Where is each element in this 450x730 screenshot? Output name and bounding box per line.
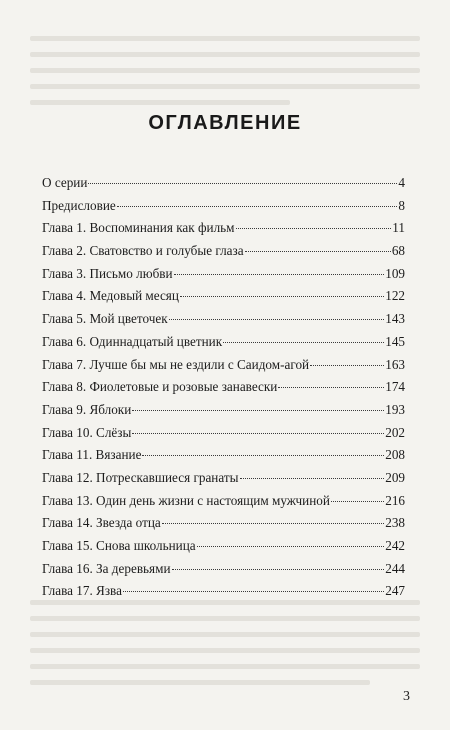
show-through-line: [30, 648, 420, 653]
toc-entry-page: 4: [398, 175, 405, 190]
toc-entry: [42, 580, 405, 603]
toc-entry-title: Глава 7. Лучше бы мы не ездили с Саидом-агой: [42, 356, 310, 372]
toc-dot-leader: [132, 433, 384, 434]
toc-entry-page: 244: [385, 560, 405, 576]
toc-dot-leader: [236, 228, 392, 229]
toc-entry-page: 208: [385, 447, 405, 463]
toc-entry: [42, 535, 405, 558]
show-through-line: [30, 100, 290, 105]
page-title: ОГЛАВЛЕНИЕ: [148, 112, 302, 134]
toc-entry-page: 247: [385, 583, 405, 599]
toc-entry-title: Глава 8. Фиолетовые и розовые занавески: [42, 379, 278, 395]
toc-dot-leader: [174, 274, 385, 275]
toc-entry-title: Глава 10. Слёзы: [42, 424, 132, 440]
toc-entry-title: Глава 2. Сватовство и голубые глаза: [42, 243, 244, 259]
toc-entry-title: Глава 4. Медовый месяц: [42, 288, 179, 304]
toc-dot-leader: [197, 546, 385, 547]
toc-entry: [42, 308, 405, 331]
toc-entry-page: 174: [385, 379, 405, 395]
toc-dot-leader: [331, 501, 384, 502]
toc-entry: [42, 285, 405, 308]
toc-entry-title: О серии: [42, 175, 88, 190]
toc-entry: [42, 331, 405, 354]
toc-dot-leader: [162, 523, 384, 524]
toc-entry: [42, 490, 405, 513]
toc-entry-page: 238: [385, 515, 405, 531]
toc-entry: [42, 172, 405, 195]
toc-dot-leader: [310, 365, 384, 366]
toc-entry-page: 143: [385, 311, 405, 327]
show-through-line: [30, 36, 420, 41]
toc-entry-title: Глава 11. Вязание: [42, 447, 142, 463]
toc-entry: [42, 376, 405, 399]
toc-entry-page: 242: [385, 538, 405, 553]
toc-entry: [42, 558, 405, 581]
toc-entry-title: Глава 17. Язва: [42, 583, 122, 599]
toc-dot-leader: [88, 183, 397, 184]
toc-dot-leader: [240, 478, 385, 479]
toc-dot-leader: [180, 296, 384, 297]
page-number: 3: [403, 689, 410, 704]
toc-entry-title: Глава 9. Яблоки: [42, 401, 132, 417]
toc-dot-leader: [278, 387, 384, 388]
toc-entry-title: Глава 5. Мой цветочек: [42, 311, 168, 327]
toc-entry: [42, 240, 405, 263]
show-through-line: [30, 664, 420, 669]
toc-entry: [42, 195, 405, 218]
toc-entry-page: 145: [385, 333, 405, 349]
toc-entry-page: 68: [391, 243, 405, 259]
toc-dot-leader: [142, 455, 384, 456]
toc-entry-title: Глава 3. Письмо любви: [42, 265, 173, 281]
toc-entry: [42, 399, 405, 422]
show-through-line: [30, 680, 370, 685]
toc-entry: [42, 467, 405, 490]
toc-entry: [42, 444, 405, 467]
toc-entry: [42, 217, 405, 240]
toc-dot-leader: [132, 410, 384, 411]
toc-entry-title: Глава 1. Воспоминания как фильм: [42, 220, 235, 236]
show-through-line: [30, 52, 420, 57]
toc-entry: [42, 354, 405, 377]
toc-entry-title: Предисловие: [42, 197, 116, 213]
toc-entry-title: Глава 16. За деревьями: [42, 560, 171, 576]
toc-dot-leader: [172, 569, 385, 570]
toc-entry-page: 193: [385, 401, 405, 417]
toc-entry-title: Глава 14. Звезда отца: [42, 515, 161, 531]
toc-entry-page: 8: [398, 197, 405, 213]
toc-dot-leader: [169, 319, 385, 320]
toc-entry-page: 202: [385, 424, 405, 440]
toc-entry-title: Глава 13. Один день жизни с настоящим мужчиной: [42, 492, 330, 508]
toc-dot-leader: [245, 251, 391, 252]
show-through-line: [30, 616, 420, 621]
toc-dot-leader: [117, 206, 398, 207]
toc-entry: [42, 512, 405, 535]
toc-entry-page: 122: [385, 288, 405, 304]
table-of-contents: [42, 172, 405, 603]
toc-dot-leader: [123, 591, 384, 592]
toc-entry-title: Глава 12. Потрескавшиеся гранаты: [42, 469, 239, 485]
toc-entry-page: 216: [385, 492, 405, 508]
toc-entry: [42, 422, 405, 445]
toc-entry: [42, 263, 405, 286]
toc-dot-leader: [223, 342, 384, 343]
toc-entry-page: 11: [392, 220, 405, 236]
show-through-line: [30, 68, 420, 73]
toc-entry-title: Глава 15. Снова школьница: [42, 538, 196, 553]
toc-entry-page: 209: [385, 469, 405, 485]
show-through-line: [30, 632, 420, 637]
toc-entry-page: 163: [385, 356, 405, 372]
toc-entry-page: 109: [385, 265, 405, 281]
toc-entry-title: Глава 6. Одиннадцатый цветник: [42, 333, 223, 349]
show-through-line: [30, 84, 420, 89]
